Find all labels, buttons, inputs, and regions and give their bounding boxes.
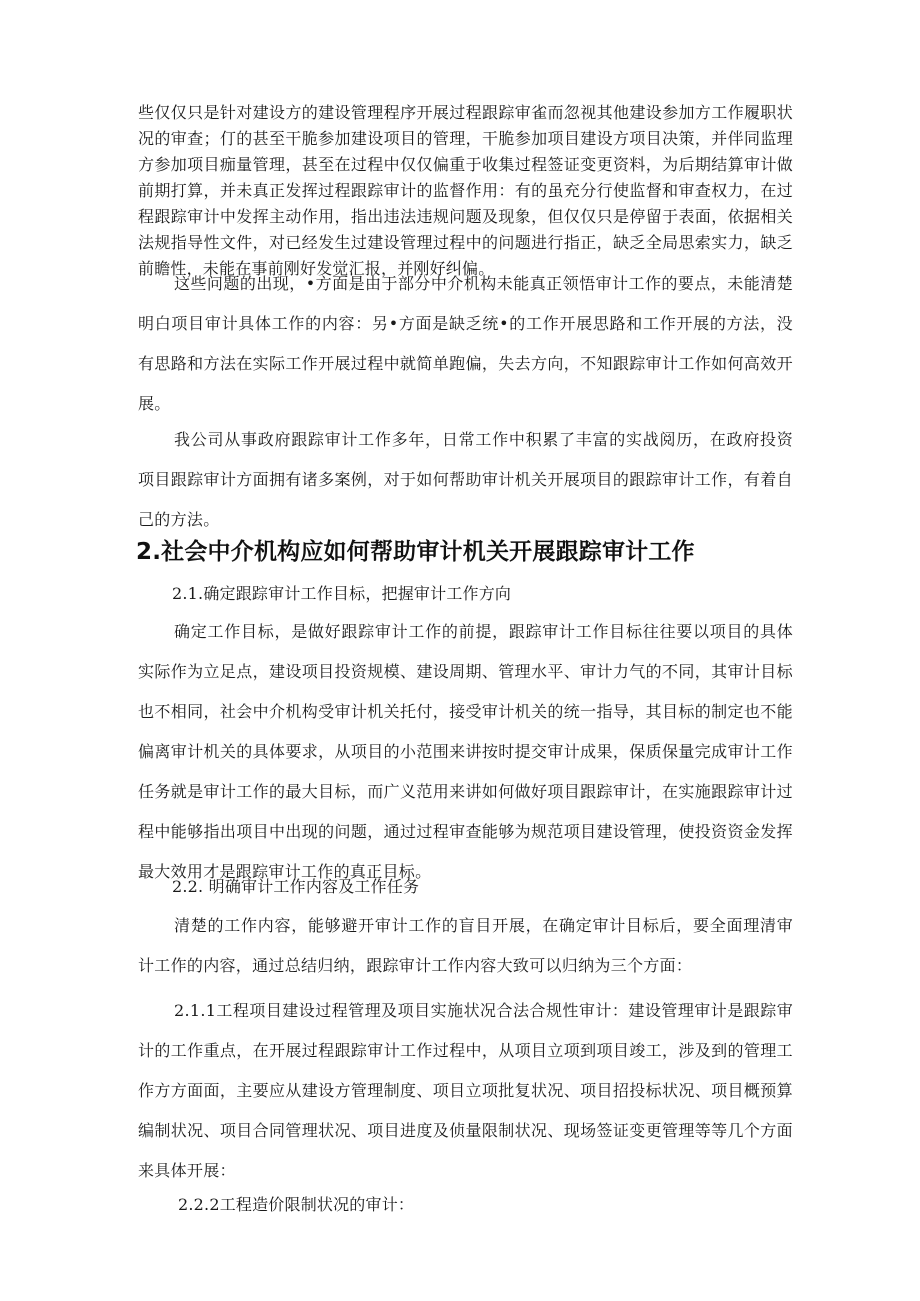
subheading-2-2: 2.2. 明确审计工作内容及工作任务 <box>172 877 420 896</box>
intro-paragraph: 些仅仅只是针对建设方的建设管理程序开展过程跟踪审雀而忽视其他建设参加方工作履职状况的审查；仃的甚至干脆参加建设项目的管理，干脆参加项目建设方项目决策，并伴同监理方参加项目痂量管理，甚至在过程中仅仅偏重于收集过程签证变更资料，为后期结算审计做前期打算，并未真正发挥过程跟踪审计的监督作用：有的虽充分行使监督和审查权力，在过程跟踪审计中发挥主动作用，指出违法违规问题及现象，但仅仅只是停留于表面，依据相关法规指导性文件，对已经发生过建设管理过程中的问题进行指正，缺乏全局思索实力，缺乏前瞻性，未能在事前刚好发觉汇报，并刚好纠偏。 <box>138 103 793 278</box>
section-heading-2: 2.社会中介机构应如何帮助审计机关开展跟踪审计工作 <box>136 539 695 565</box>
subheading-2-2-2: 2.2.2工程造价限制状况的审计： <box>178 1195 415 1214</box>
goal-paragraph: 确定工作目标，是做好跟踪审计工作的前提，跟踪审计工作目标往往要以项目的具体实际作为立足点，建设项目投资规模、建设周期、管理水平、审计力气的不同，其审计目标也不相同，社会中介机构受审计机关托付，接受审计机关的统一指导，其目标的制定也不能偏离审计机关的具体要求，从项目的小范围来讲按时提交审计成果，保质保量完成审计工作任务就是审计工作的最大目标，而广义范用来讲如何做好项目跟踪审计，在实施跟踪审计过程中能够指出项目中出现的问题，通过过程审查能够为规范项目建设管理，使投资资金发挥最大效用才是跟踪审计工作的真正目标。 <box>138 622 793 881</box>
company-paragraph: 我公司从事政府跟踪审计工作多年，日常工作中积累了丰富的实战阅历，在政府投资项目跟踪审计方面拥有诸多案例，对于如何帮助审计机关开展项目的跟踪审计工作，有着自己的方法。 <box>138 430 793 529</box>
subheading-2-1: 2.1.确定跟踪审计工作目标，把握审计工作方向 <box>172 584 512 603</box>
paragraph-2-1-1: 2.1.1工程项目建设过程管理及项目实施状况合法合规性审计：建设管理审计是跟踪审计的工作重点，在开展过程跟踪审计工作过程中，从项目立项到项目竣工，涉及到的管理工作方方面面，主要应从建设方管理制度、项目立项批复状况、项目招投标状况、项目概预算编制状况、项目合同管理状况、项目进度及侦量限制状况、现场签证变更管理等等几个方面来具体开展： <box>138 1001 793 1180</box>
problems-paragraph: 这些问题的出现，•方面是由于部分中介机构未能真正领悟审计工作的要点，未能清楚明白项目审计具体工作的内容：另•方面是缺乏统•的工作开展思路和工作开展的方法，没有思路和方法在实际工作开展过程中就简单跑偏，失去方向，不知跟踪审计工作如何高效开展。 <box>138 274 793 413</box>
content-paragraph: 清楚的工作内容，能够避开审计工作的盲目开展，在确定审计目标后，要全面理清审计工作的内容，通过总结归纳，跟踪审计工作内容大致可以归纳为三个方面： <box>138 916 793 975</box>
